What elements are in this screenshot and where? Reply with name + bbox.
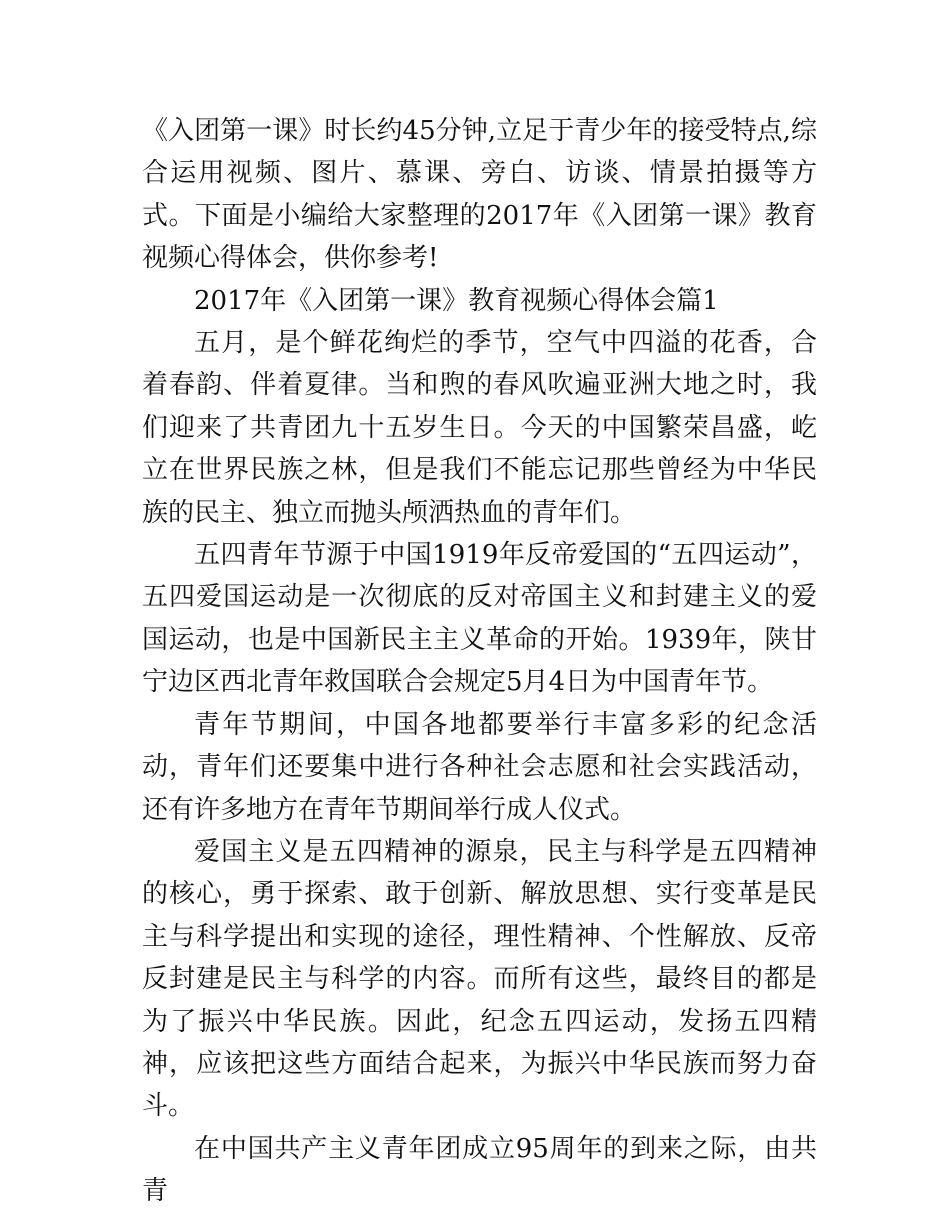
body-paragraph-2: 五四青年节源于中国1919年反帝爱国的“五四运动”，五四爱国运动是一次彻底的反对帝国主义和封建主义的爱国运动，也是中国新民主主义革命的开始。1939年，陕甘宁边区西北青年救国联合会规定5月4日为中国青年节。 [142, 540, 817, 698]
body-paragraph-5: 在中国共产主义青年团成立95周年的到来之际，由共青 [142, 1133, 817, 1207]
intro-paragraph: 《入团第一课》时长约45分钟,立足于青少年的接受特点,综合运用视频、图片、慕课、旁白、访谈、情景拍摄等方式。下面是小编给大家整理的2017年《入团第一课》教育视频心得体会，供你参考! [142, 116, 817, 274]
section-heading: 2017年《入团第一课》教育视频心得体会篇1 [194, 285, 719, 316]
document-body [142, 110, 817, 1213]
body-paragraph-4: 爱国主义是五四精神的源泉，民主与科学是五四精神的核心，勇于探索、敢于创新、解放思想、实行变革是民主与科学提出和实现的途径，理性精神、个性解放、反帝反封建是民主与科学的内容。而所有这些，最终目的都是为了振兴中华民族。因此，纪念五四运动，发扬五四精神，应该把这些方面结合起来，为振兴中华民族而努力奋斗。 [142, 836, 817, 1122]
body-paragraph-1: 五月，是个鲜花绚烂的季节，空气中四溢的花香，合着春韵、伴着夏律。当和煦的春风吹遍亚洲大地之时，我们迎来了共青团九十五岁生日。今天的中国繁荣昌盛，屹立在世界民族之林，但是我们不能忘记那些曾经为中华民族的民主、独立而抛头颅洒热血的青年们。 [142, 328, 817, 528]
body-paragraph-3: 青年节期间，中国各地都要举行丰富多彩的纪念活动，青年们还要集中进行各种社会志愿和社会实践活动，还有许多地方在青年节期间举行成人仪式。 [142, 709, 817, 825]
